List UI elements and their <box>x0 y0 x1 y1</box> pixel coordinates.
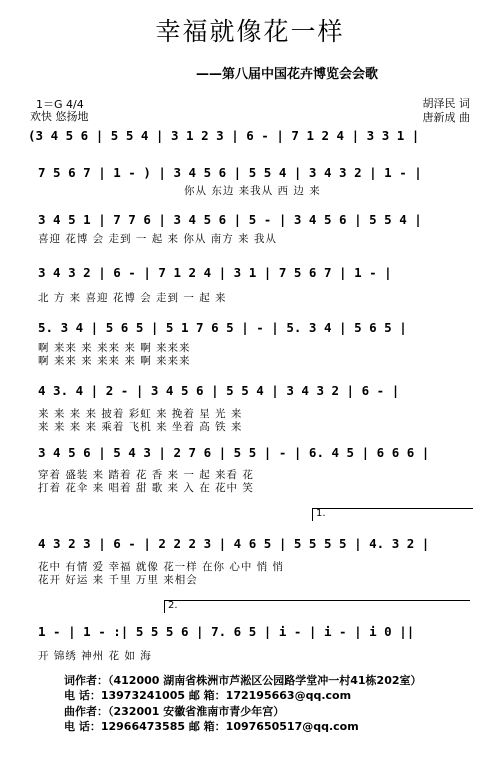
key-signature: 1＝G 4/4 <box>36 98 84 111</box>
score-row-5: 5. 3 4 | 5 6 5 | 5 1 7 6 5 | - | 5. 3 4 | 5 6 5 | <box>38 320 407 335</box>
composer-credit: 唐新成 曲 <box>422 111 470 124</box>
song-subtitle: ——第八届中国花卉博览会会歌 <box>196 67 379 82</box>
score-row-7: 3 4 5 6 | 5 4 3 | 2 7 6 | 5 5 | - | 6. 4 5 | 6 6 6 | <box>38 445 430 460</box>
score-row-2: 7 5 6 7 | 1 - ) | 3 4 5 6 | 5 5 4 | 3 4 3 2 | 1 - | <box>38 165 422 180</box>
lyric-row-3: 喜迎 花博 会 走到 一 起 来 你从 南方 来 我从 <box>38 233 277 245</box>
lyric-row-5a: 啊 来来 来 来来 来 啊 来来来 <box>38 342 191 354</box>
lyric-row-7a: 穿着 盛装 来 踏着 花 香 来 一 起 来看 花 <box>38 469 254 481</box>
lyric-row-8b: 花开 好运 来 千里 万里 来相会 <box>38 574 198 586</box>
volta-1-label: 1. <box>316 508 326 519</box>
footer-lyricist-address: 词作者：（412000 湖南省株洲市芦淞区公园路学堂冲一村41栋202室） <box>64 674 422 687</box>
volta-2-label: 2. <box>168 600 178 611</box>
lyric-row-6a: 来 来 来 来 披着 彩虹 来 挽着 星 光 来 <box>38 408 243 420</box>
score-row-6: 4 3. 4 | 2 - | 3 4 5 6 | 5 5 4 | 3 4 3 2 | 6 - | <box>38 383 400 398</box>
lyric-row-5b: 啊 来来 来 来来 来 啊 来来来 <box>38 355 191 367</box>
volta-bracket-2 <box>164 600 470 613</box>
lyric-row-9: 开 锦绣 神州 花 如 海 <box>38 650 152 662</box>
footer-composer-contact: 电 话：12966473585 邮 箱：1097650517@qq.com <box>64 720 359 733</box>
footer-composer-address: 曲作者：（232001 安徽省淮南市青少年宫） <box>64 705 285 718</box>
lyric-row-6b: 来 来 来 来 乘着 飞机 来 坐着 高 铁 来 <box>38 421 243 433</box>
score-row-4: 3 4 3 2 | 6 - | 7 1 2 4 | 3 1 | 7 5 6 7 | 1 - | <box>38 265 392 280</box>
lyric-row-4: 北 方 来 喜迎 花博 会 走到 一 起 来 <box>38 292 227 304</box>
song-title: 幸福就像花一样 <box>155 17 345 46</box>
tempo-marking: 欢快 悠扬地 <box>30 110 89 123</box>
volta-bracket-1 <box>312 508 473 521</box>
score-row-9: 1 - | 1 - :| 5 5 5 6 | 7. 6 5 | i - | i - | i 0 || <box>38 624 415 639</box>
score-row-8: 4 3 2 3 | 6 - | 2 2 2 3 | 4 6 5 | 5 5 5 5 | 4. 3 2 | <box>38 536 430 551</box>
lyric-row-7b: 打着 花伞 来 唱着 甜 歌 来 入 在 花中 笑 <box>38 482 254 494</box>
score-row-1: (3 4 5 6 | 5 5 4 | 3 1 2 3 | 6 - | 7 1 2 4 | 3 3 1 | <box>28 128 420 143</box>
lyric-row-2: 你从 东边 来我从 西 边 来 <box>184 185 321 197</box>
lyric-row-8a: 花中 有情 爱 幸福 就像 花一样 在你 心中 悄 悄 <box>38 561 285 573</box>
lyricist-credit: 胡泽民 词 <box>422 97 470 110</box>
footer-lyricist-contact: 电 话：13973241005 邮 箱：172195663@qq.com <box>64 689 352 702</box>
score-row-3: 3 4 5 1 | 7 7 6 | 3 4 5 6 | 5 - | 3 4 5 6 | 5 5 4 | <box>38 212 422 227</box>
